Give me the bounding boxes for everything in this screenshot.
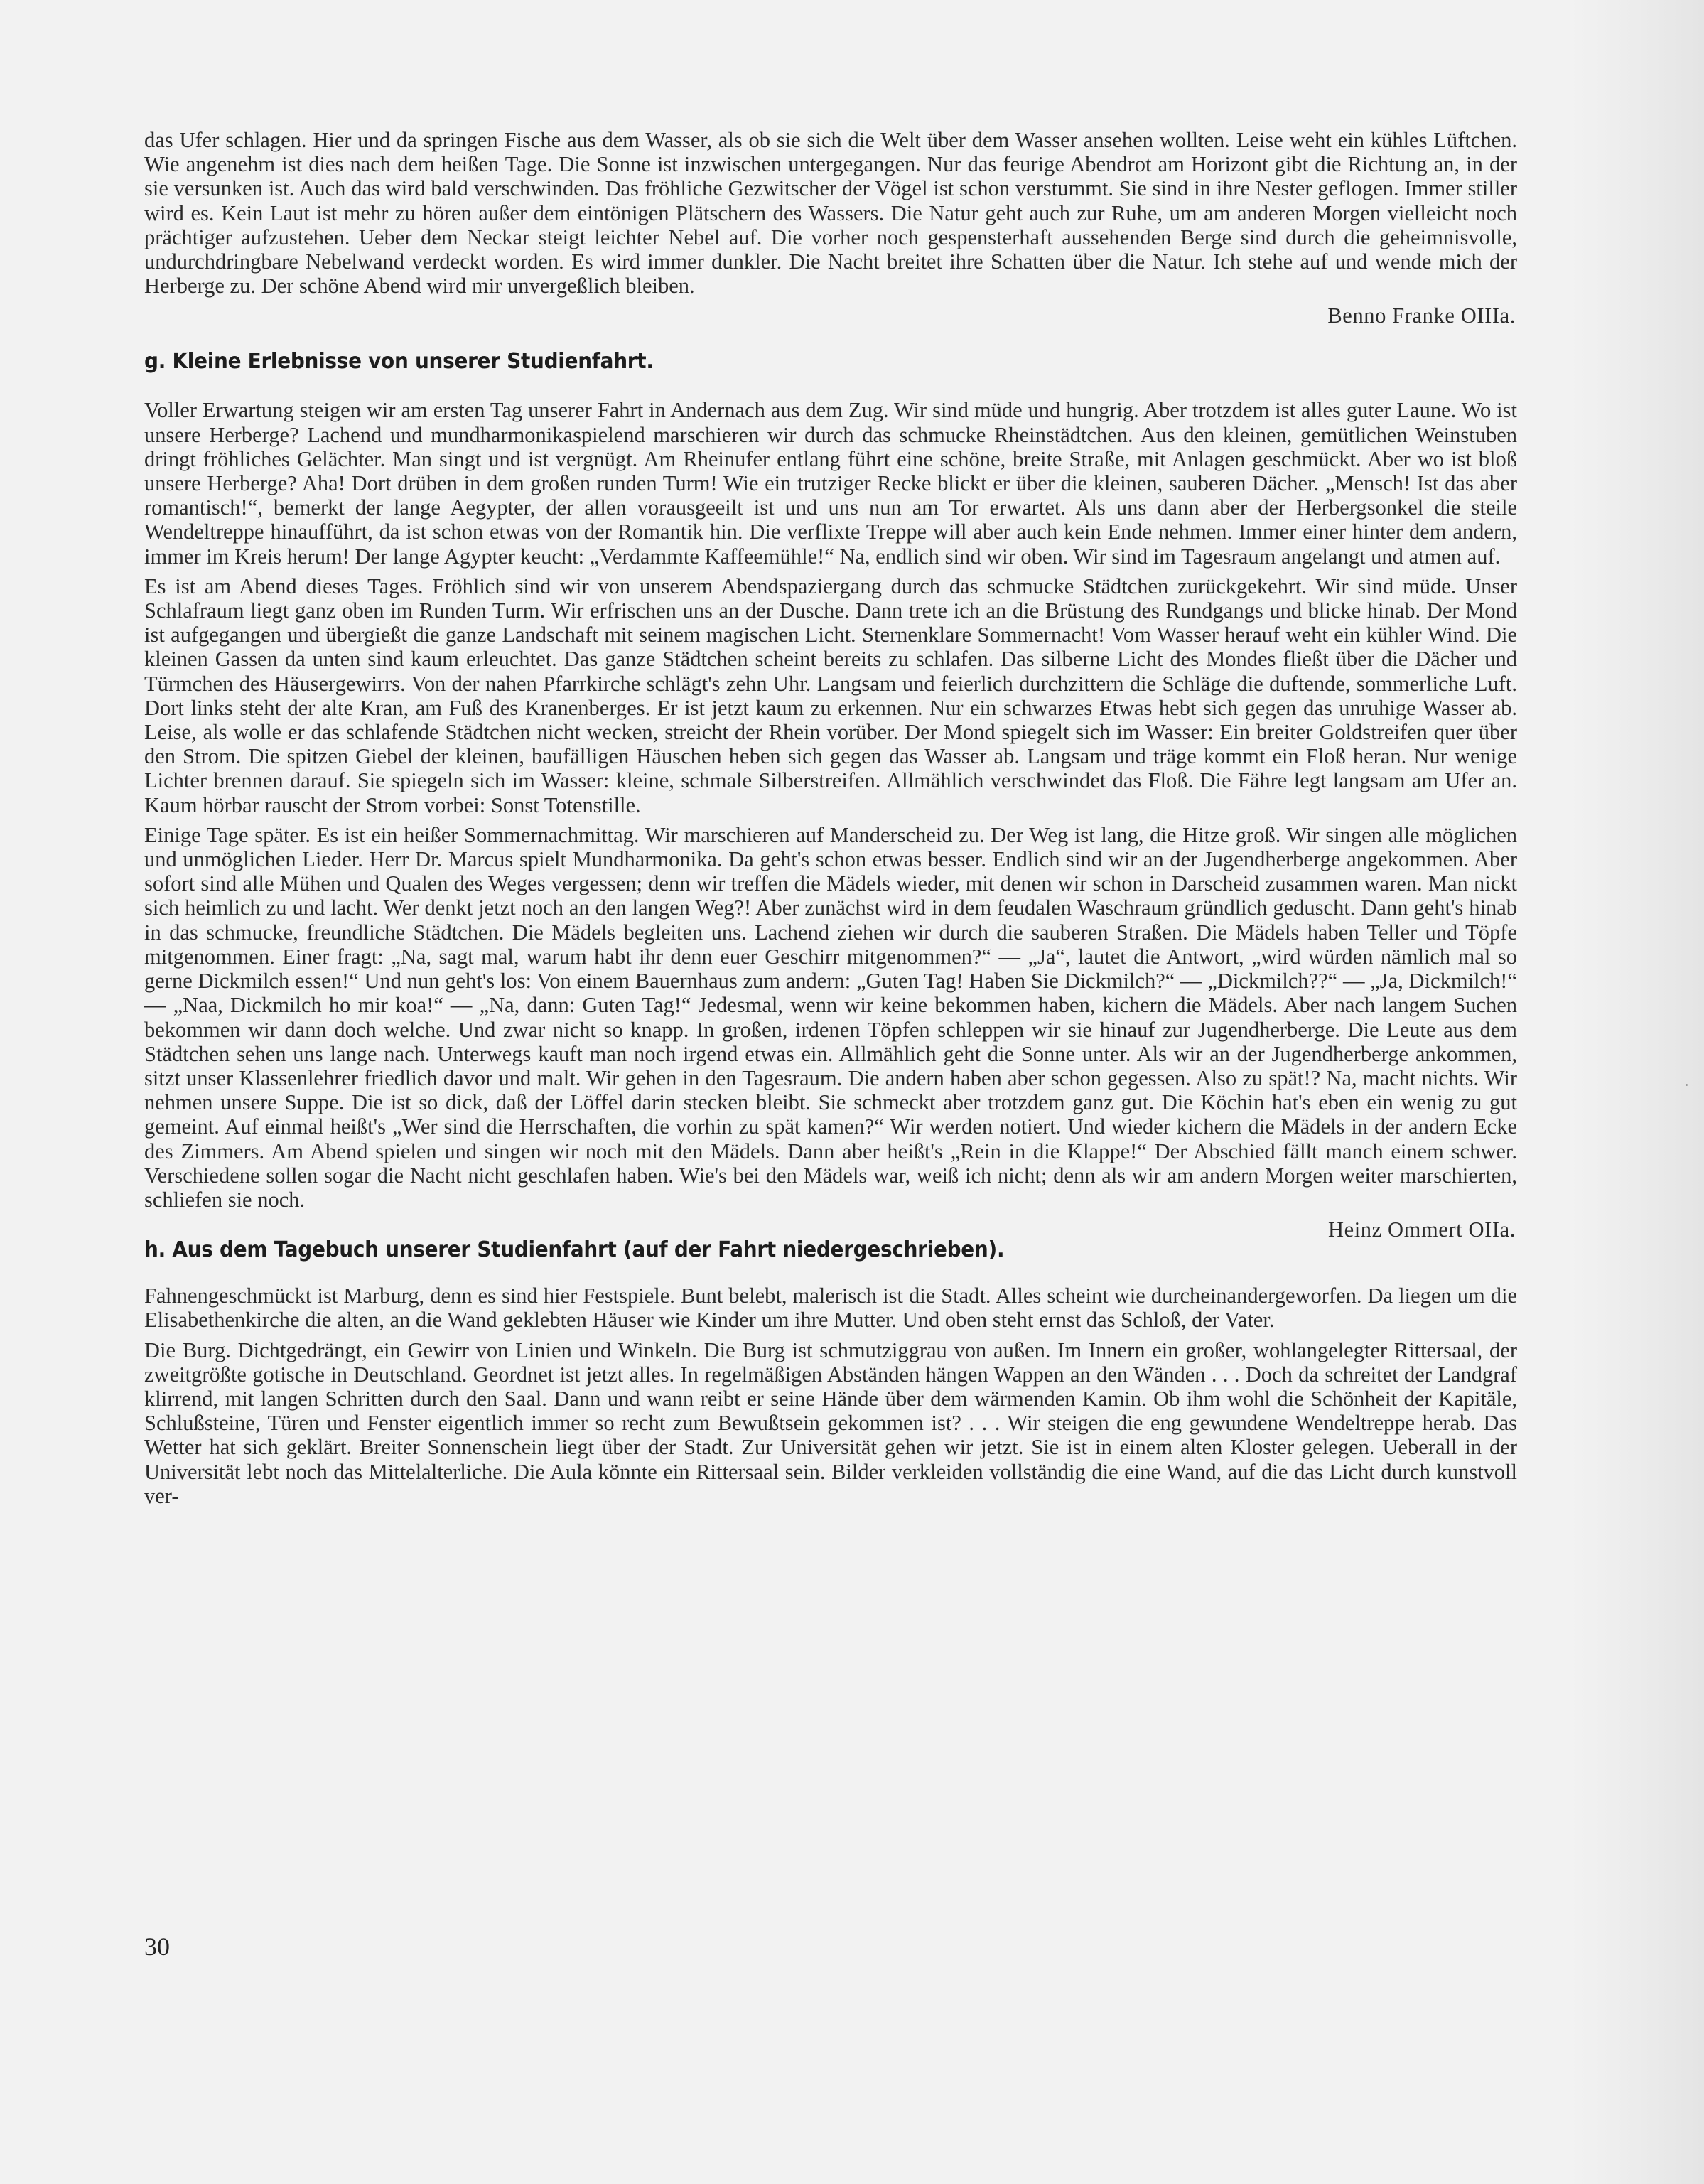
- section-h-paragraph-2: Die Burg. Dichtgedrängt, ein Gewirr von Linien und Winkeln. Die Burg ist schmutziggrau von außen. Im Innern ein großer, wohlangelegter Rittersaal, der zweitgrößte gotische in Deutschland. Geordnet ist jetzt alles. In regelmäßigen Abständen hängen Wappen an den Wänden . . . Doch da schreitet der Landgraf klirrend, mit langen Schritten durch den Saal. Dann und wann reibt er seine Hände über dem wärmenden Kamin. Ob ihm wohl die Schönheit der Kapitäle, Schlußsteine, Türen und Fenster eigentlich immer so recht zum Bewußtsein gekommen ist? . . . Wir steigen die eng gewundene Wendeltreppe herab. Das Wetter hat sich geklärt. Breiter Sonnenschein liegt über der Stadt. Zur Universität gehen wir jetzt. Sie ist in einem alten Kloster gelegen. Ueberall in der Universität lebt noch das Mittelalterliche. Die Aula könnte ein Rittersaal sein. Bilder verkleiden vollständig die eine Wand, auf die das Licht durch kunstvoll ver-: [144, 1338, 1517, 1508]
- section-g-paragraph-3: Einige Tage später. Es ist ein heißer Sommernachmittag. Wir marschieren auf Manderscheid zu. Der Weg ist lang, die Hitze groß. Wir singen alle möglichen und unmöglichen Lieder. Herr Dr. Marcus spielt Mundharmonika. Da geht's schon etwas besser. Endlich sind wir an der Jugendherberge angekommen. Aber sofort sind alle Mühen und Qualen des Weges vergessen; denn wir treffen die Mädels wieder, mit denen wir schon in Darscheid zusammen waren. Man nickt sich heimlich zu und lacht. Wer denkt jetzt noch an den langen Weg?! Aber zunächst wird in dem feudalen Waschraum gründlich geduscht. Dann geht's hinab in das schmucke, freundliche Städtchen. Die Mädels begleiten uns. Lachend ziehen wir durch die sauberen Straßen. Die Mädels haben Teller und Töpfe mitgenommen. Einer fragt: „Na, sagt mal, warum habt ihr denn euer Geschirr mitgenommen?“ — „Ja“, lautet die Antwort, „wird würden nämlich mal so gerne Dickmilch essen!“ Und nun geht's los: Von einem Bauernhaus zum andern: „Guten Tag! Haben Sie Dickmilch?“ — „Dickmilch??“ — „Ja, Dickmilch!“ — „Naa, Dickmilch ho mir koa!“ — „Na, dann: Guten Tag!“ Jedesmal, wenn wir keine bekommen haben, kichern die Mädels. Aber nach langem Suchen bekommen wir dann doch welche. Und zwar nicht so knapp. In großen, irdenen Töpfen schleppen wir sie hinauf zur Jugendherberge. Die Leute aus dem Städtchen sehen uns lange nach. Unterwegs kauft man noch irgend etwas ein. Allmählich geht die Sonne unter. Als wir an der Jugendherberge ankommen, sitzt unser Klassenlehrer friedlich davor und malt. Wir gehen in den Tagesraum. Die andern haben aber schon gegessen. Also zu spät!? Na, macht nichts. Wir nehmen unsere Suppe. Die ist so dick, daß der Löffel darin stecken bleibt. Sie schmeckt aber trotzdem ganz gut. Die Köchin hat's eben ein wenig zu gut gemeint. Auf einmal heißt's „Wer sind die Herrschaften, die vorhin zu spät kamen?“ Wir werden notiert. Und wieder kichern die Mädels in der andern Ecke des Zimmers. Am Abend spielen und singen wir noch mit den Mädels. Dann aber heißt's „Rein in die Klappe!“ Der Abschied fällt manch einem schwer. Verschiedene sollen sogar die Nacht nicht geschlafen haben. Wie's bei den Mädels war, weiß ich nicht; denn als wir am andern Morgen weiter marschierten, schliefen sie noch.: [144, 822, 1517, 1212]
- intro-paragraph: das Ufer schlagen. Hier und da springen Fische aus dem Wasser, als ob sie sich die Welt über dem Wasser ansehen wollten. Leise weht ein kühles Lüftchen. Wie angenehm ist dies nach dem heißen Tage. Die Sonne ist inzwischen untergegangen. Nur das feurige Abendrot am Horizont gibt die Richtung an, in der sie versunken ist. Auch das wird bald verschwinden. Das fröhliche Gezwitscher der Vögel ist schon verstummt. Sie sind in ihre Nester geflogen. Immer stiller wird es. Kein Laut ist mehr zu hören außer dem eintönigen Plätschern des Wassers. Die Natur geht auch zur Ruhe, um am anderen Morgen vielleicht noch prächtiger aufzustehen. Ueber dem Neckar steigt leichter Nebel auf. Die vorher noch gespensterhaft aussehenden Berge sind durch die geheimnisvolle, undurchdringbare Nebelwand verdeckt worden. Es wird immer dunkler. Die Nacht breitet ihre Schatten über die Natur. Ich stehe auf und wende mich der Herberge zu. Der schöne Abend wird mir unvergeßlich bleiben.: [144, 128, 1517, 298]
- section-g-paragraph-2: Es ist am Abend dieses Tages. Fröhlich sind wir von unserem Abendspaziergang durch das schmucke Städtchen zurückgekehrt. Wir sind müde. Unser Schlafraum liegt ganz oben im Runden Turm. Wir erfrischen uns an der Dusche. Dann trete ich an die Brüstung des Rundgangs und blicke hinab. Der Mond ist aufgegangen und übergießt die ganze Landschaft mit seinem magischen Licht. Sternenklare Sommernacht! Vom Wasser herauf weht ein kühler Wind. Die kleinen Gassen da unten sind kaum erleuchtet. Das ganze Städtchen scheint bereits zu schlafen. Das silberne Licht des Mondes fließt über die Dächer und Türmchen des Häusergewirrs. Von der nahen Pfarrkirche schlägt's zehn Uhr. Langsam und feierlich durchzittern die Schläge die duftende, sommerliche Luft. Dort links steht der alte Kran, am Fuß des Kranenberges. Er ist jetzt kaum zu erkennen. Nur ein schwarzes Etwas hebt sich gegen das unruhige Wasser ab. Leise, als wolle er das schlafende Städtchen nicht wecken, streicht der Rhein vorüber. Der Mond spiegelt sich im Wasser: Ein breiter Goldstreifen quer über den Strom. Die spitzen Giebel der kleinen, baufälligen Häuschen heben sich gegen das Wasser ab. Langsam und träge kommt ein Floß heran. Nur wenige Lichter brennen darauf. Sie spiegeln sich im Wasser: kleine, schmale Silberstreifen. Allmählich verschwindet das Floß. Die Fähre legt langsam am Ufer an. Kaum hörbar rauscht der Strom vorbei: Sonst Totenstille.: [144, 574, 1517, 817]
- signature-benno-franke: Benno Franke OIIIa.: [1327, 303, 1516, 328]
- document-page: [144, 128, 1517, 1514]
- section-h-heading: h. Aus dem Tagebuch unserer Studienfahrt (auf der Fahrt niedergeschrieben).: [144, 1237, 1005, 1263]
- paper-speck: [1686, 1084, 1688, 1086]
- section-g-paragraph-1: Voller Erwartung steigen wir am ersten Tag unserer Fahrt in Andernach aus dem Zug. Wir sind müde und hungrig. Aber trotzdem ist alles guter Laune. Wo ist unsere Herberge? Lachend und mundharmonikaspielend marschieren wir durch das schmucke Rheinstädtchen. Aus den kleinen, gemütlichen Weinstuben dringt fröhliches Gelächter. Man singt und ist vergnügt. Am Rheinufer entlang führt eine schöne, breite Straße, mit Anlagen geschmückt. Aber wo ist bloß unsere Herberge? Aha! Dort drüben in dem großen runden Turm! Wie ein trutziger Recke blickt er über die kleinen, sauberen Dächer. „Mensch! Ist das aber romantisch!“, bemerkt der lange Aegypter, der allen vorausgeeilt ist und uns nun am Tor erwartet. Als uns dann aber der Herbergsonkel die steile Wendeltreppe hinaufführt, da ist schon etwas von der Romantik hin. Die verflixte Treppe will aber auch kein Ende nehmen. Immer einer hinter dem andern, immer im Kreis herum! Der lange Agypter keucht: „Verdammte Kaffeemühle!“ Na, endlich sind wir oben. Wir sind im Tagesraum angelangt und atmen auf.: [144, 398, 1517, 569]
- signature-heinz-ommert: Heinz Ommert OIIa.: [1327, 1217, 1516, 1242]
- section-g-heading: g. Kleine Erlebnisse von unserer Studienfahrt.: [144, 349, 654, 375]
- section-h-paragraph-1: Fahnengeschmückt ist Marburg, denn es sind hier Festspiele. Bunt belebt, malerisch ist die Stadt. Alles scheint wie durcheinandergeworfen. Da liegen um die Elisabethenkirche die alten, an die Wand geklebten Häuser wie Kinder um ihre Mutter. Und oben steht ernst das Schloß, der Vater.: [144, 1284, 1517, 1333]
- page-number: 30: [144, 1932, 170, 1961]
